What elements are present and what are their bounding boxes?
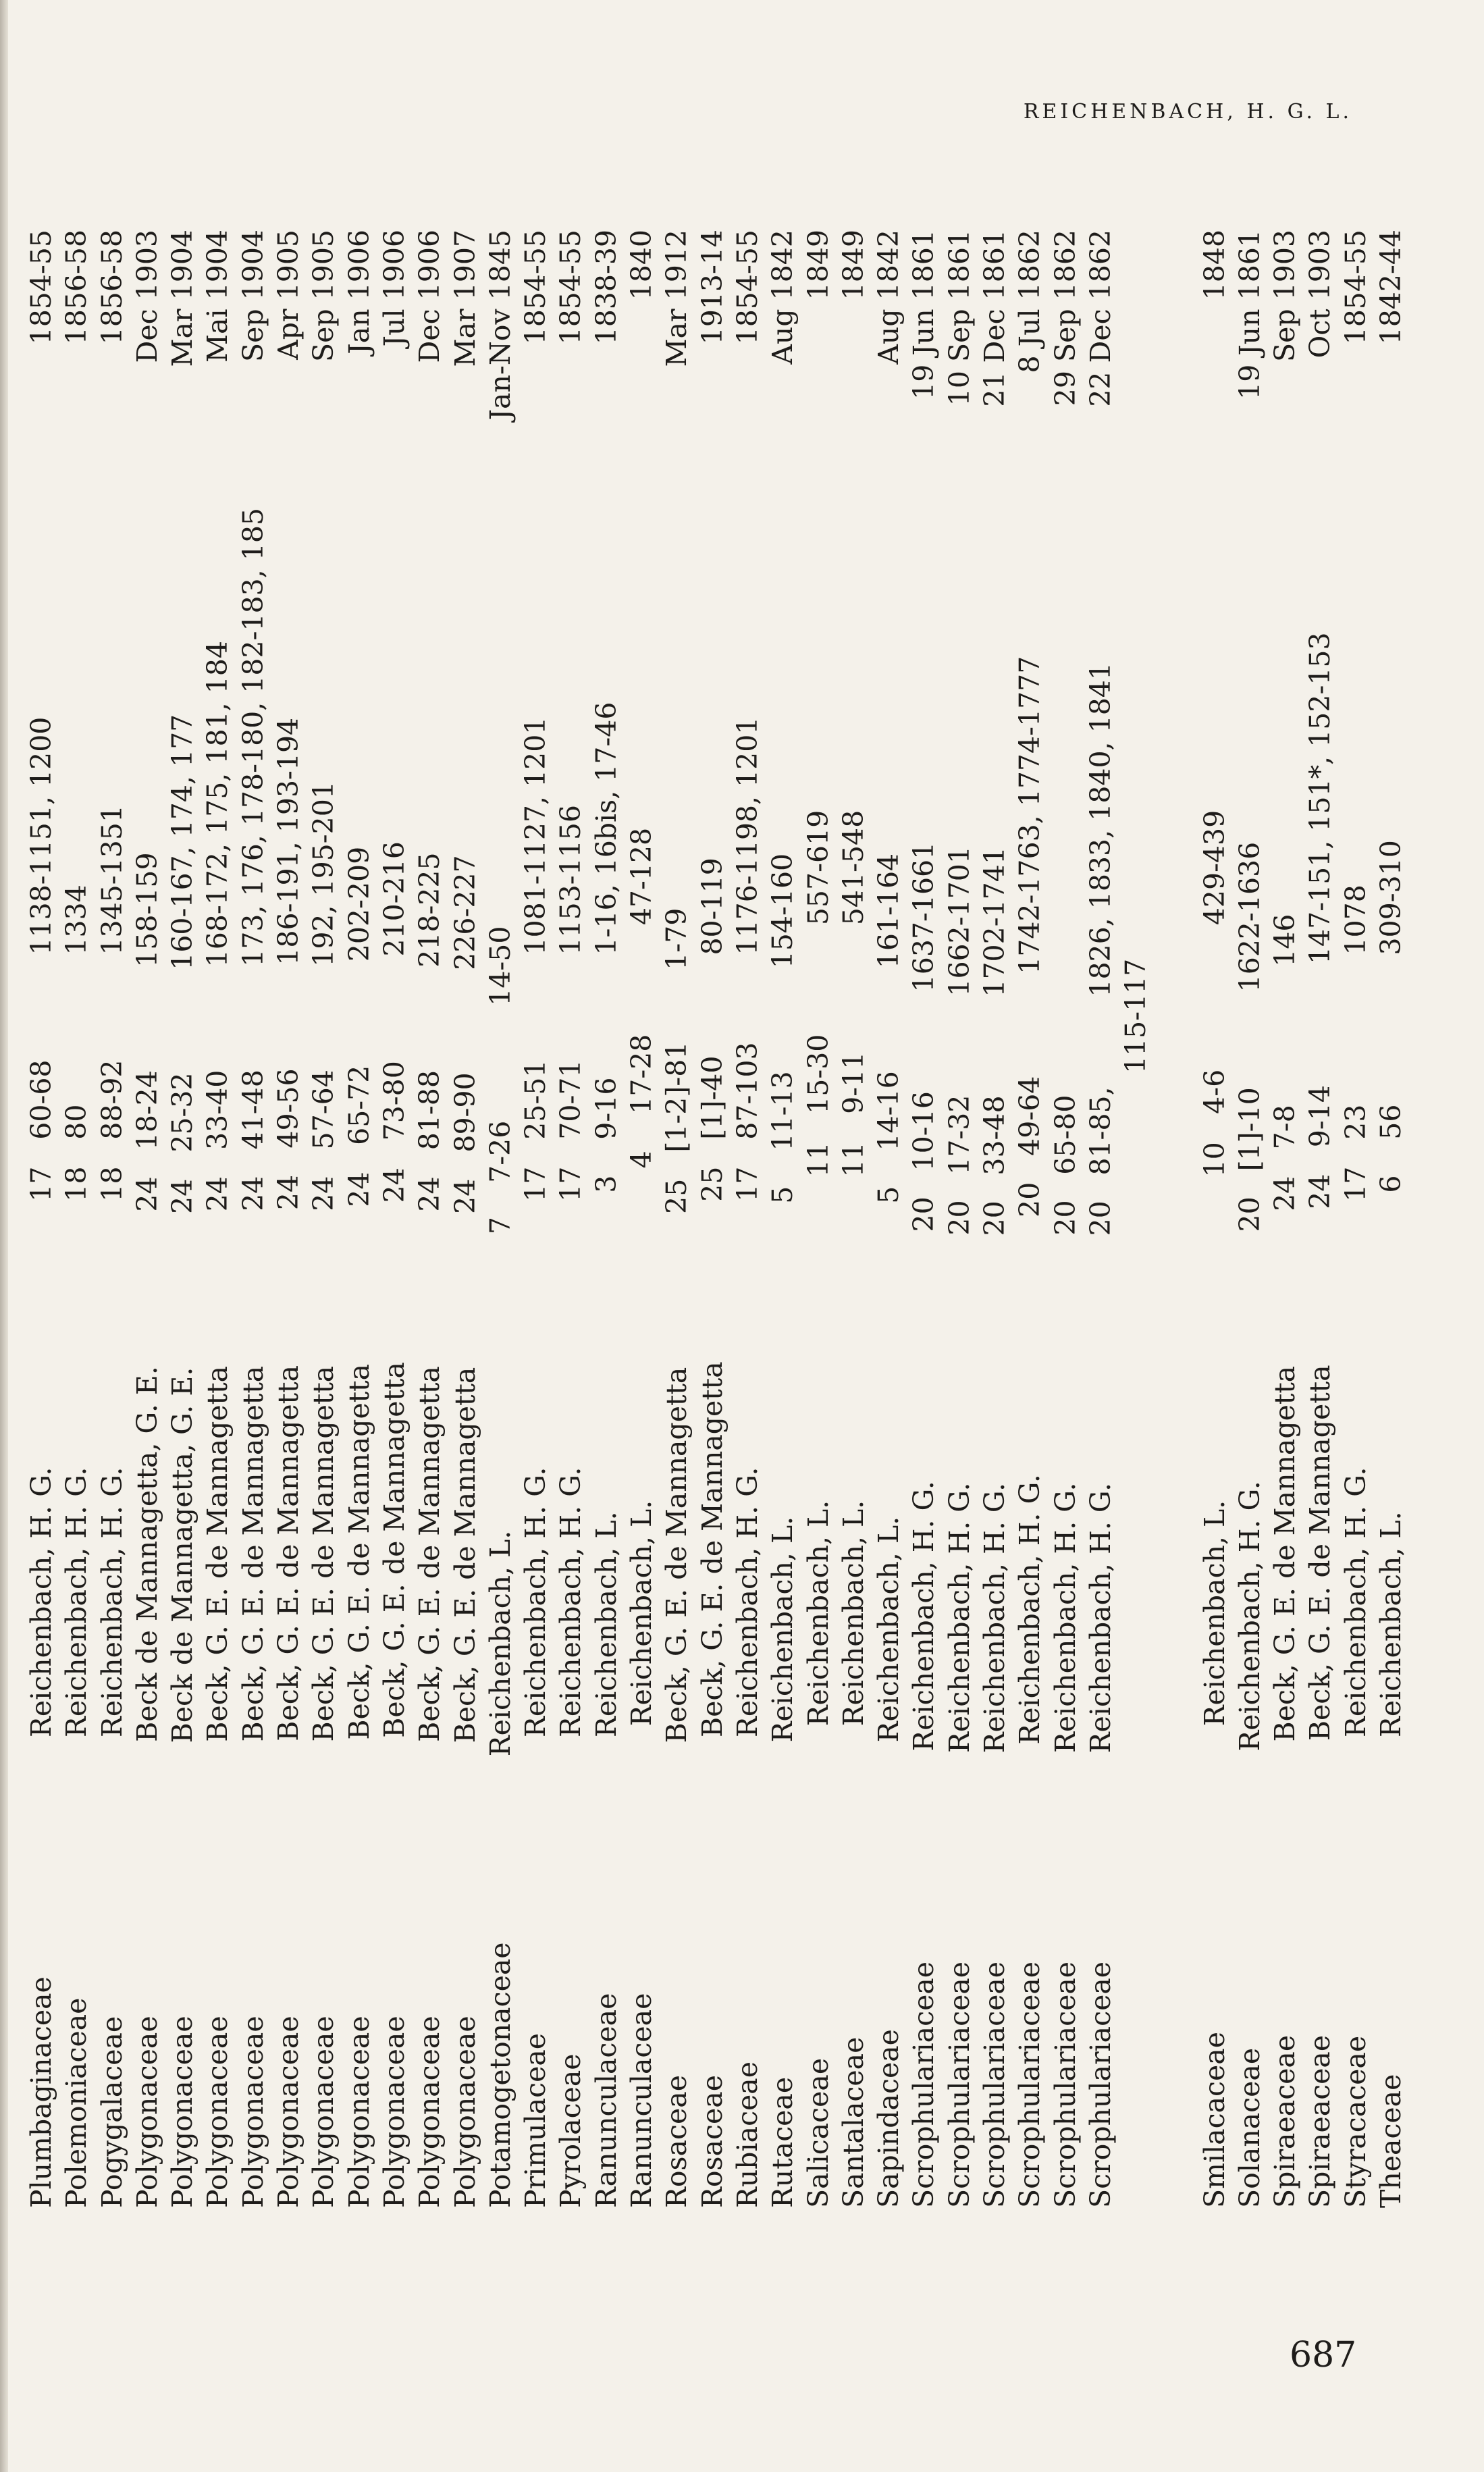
- plates-cell: 60-68: [25, 1059, 57, 1140]
- volume-cell: 11: [837, 1142, 870, 1178]
- volume-cell: 24: [236, 1176, 269, 1211]
- pages-cell: 1-79: [660, 908, 693, 970]
- pages-cell: 1662-1701: [943, 846, 976, 997]
- author-cell: Beck de Mannagetta, G. E.: [166, 1367, 199, 1743]
- pages-cell: 309-310: [1374, 840, 1407, 955]
- table-row: [836, 230, 871, 2208]
- pages-cell: 218-225: [413, 852, 446, 968]
- table-row: [1373, 230, 1408, 2208]
- family-cell: Ranunculaceae: [625, 1993, 658, 2208]
- plates-cell: 9-16: [589, 1077, 622, 1140]
- author-cell: Reichenbach, H. G.: [978, 1482, 1011, 1754]
- volume-cell: 11: [801, 1142, 834, 1178]
- author-cell: Reichenbach, H. G.: [943, 1482, 976, 1753]
- author-cell: Reichenbach, H. G.: [1013, 1474, 1046, 1745]
- author-cell: Beck, G. E. de Mannagetta: [1304, 1365, 1337, 1741]
- table-row: [730, 230, 765, 2208]
- pages-cell: 1176-1198, 1201: [731, 716, 764, 955]
- pages-cell: 226-227: [448, 855, 481, 970]
- author-cell: Reichenbach, L.: [483, 1530, 516, 1757]
- family-cell: Polygonaceae: [130, 2016, 163, 2208]
- plates-cell: 73-80: [377, 1061, 410, 1141]
- author-cell: Reichenbach, H. G.: [1049, 1482, 1082, 1753]
- author-cell: Beck, G. E. de Mannagetta: [660, 1367, 693, 1743]
- volume-cell: 24: [377, 1167, 410, 1203]
- author-cell: Beck, G. E. de Mannagetta: [1269, 1365, 1302, 1742]
- table-row: [1197, 230, 1232, 2208]
- plates-cell: 23: [1339, 1104, 1372, 1140]
- plates-cell: 80: [60, 1104, 93, 1140]
- author-cell: Reichenbach, H. G.: [554, 1467, 587, 1738]
- date-cell: 1854-55: [554, 230, 587, 345]
- plates-cell: [1-2]-81: [660, 1041, 693, 1153]
- author-cell: Reichenbach, L.: [872, 1516, 905, 1743]
- date-cell: Sep 1904: [236, 230, 269, 362]
- volume-cell: 24: [342, 1172, 375, 1207]
- table-row: [165, 230, 200, 2208]
- plates-cell: 7-26: [483, 1120, 516, 1183]
- table-row: [412, 230, 447, 2208]
- volume-cell: 20: [943, 1200, 976, 1236]
- plates-cell: 70-71: [554, 1059, 587, 1140]
- date-cell: Jan 1906: [342, 230, 375, 354]
- table-row: [906, 230, 941, 2208]
- table-row: [1302, 230, 1337, 2208]
- family-cell: Scrophulariaceae: [943, 1961, 976, 2208]
- table-row: [24, 230, 59, 2208]
- plates-cell: 4-6: [1198, 1069, 1231, 1114]
- pages-cell: [1118, 230, 1153, 878]
- plates-cell: 81-88: [413, 1070, 446, 1151]
- date-cell: 1849: [837, 230, 870, 300]
- page-number: 687: [1290, 2335, 1357, 2375]
- family-cell: Polygonaceae: [448, 2016, 481, 2208]
- family-cell: Polygonaceae: [236, 2016, 269, 2208]
- table-row: [59, 230, 94, 2208]
- table-row: [130, 230, 165, 2208]
- date-cell: 1913-14: [695, 230, 728, 345]
- family-cell: Scrophulariaceae: [1049, 1961, 1082, 2208]
- family-cell: Polygonaceae: [272, 2016, 305, 2208]
- volume-cell: 10: [1198, 1142, 1231, 1178]
- pages-cell: 557-619: [801, 810, 834, 926]
- family-cell: Salicaceae: [801, 2057, 834, 2208]
- table-row: [236, 230, 271, 2208]
- family-cell: Rubiaceae: [731, 2061, 764, 2208]
- author-cell: Reichenbach, L.: [589, 1511, 622, 1738]
- date-cell: Mai 1904: [201, 229, 234, 363]
- family-cell: Rutaceae: [766, 2076, 799, 2208]
- table-row: [1012, 230, 1047, 2208]
- volume-cell: 24: [1269, 1176, 1302, 1211]
- plates-cell: 11-13: [766, 1071, 799, 1151]
- family-cell: Polygonaceae: [201, 2016, 234, 2208]
- table-row: [518, 230, 553, 2208]
- plates-cell: [1]-40: [695, 1055, 728, 1140]
- pages-cell: 173, 176, 178-180, 182-183, 185: [236, 508, 269, 967]
- pages-cell: 186-191, 193-194: [272, 717, 305, 966]
- volume-cell: 17: [519, 1166, 552, 1202]
- author-cell: Beck, G. E. de Mannagetta: [342, 1363, 375, 1740]
- date-cell: Mar 1904: [166, 229, 199, 367]
- author-cell: [1118, 1168, 1153, 1708]
- table-row: [271, 230, 306, 2208]
- date-cell: 8 Jul 1862: [1013, 230, 1046, 373]
- table-row: [659, 230, 694, 2208]
- pages-cell: 541-548: [837, 810, 870, 926]
- date-cell: 10 Sep 1861: [943, 230, 976, 406]
- running-head: REICHENBACH, H. G. L.: [1023, 100, 1352, 124]
- plates-cell: 7-8: [1269, 1105, 1302, 1150]
- date-cell: 1842-44: [1374, 230, 1407, 345]
- family-cell: Plumbaginaceae: [25, 1976, 57, 2208]
- volume-cell: [1118, 1074, 1153, 1168]
- volume-cell: 20: [1084, 1201, 1117, 1236]
- pages-cell: 1081-1127, 1201: [519, 716, 552, 955]
- table-row: [977, 230, 1012, 2208]
- volume-cell: 24: [413, 1176, 446, 1212]
- pages-cell: 1345-1351: [95, 805, 128, 955]
- volume-cell: 5: [872, 1186, 905, 1204]
- family-cell: Rosaceae: [695, 2075, 728, 2208]
- pages-cell: 1078: [1339, 885, 1372, 955]
- volume-cell: 20: [1049, 1200, 1082, 1236]
- date-cell: 21 Dec 1861: [978, 229, 1011, 407]
- volume-cell: 7: [483, 1217, 516, 1235]
- pages-cell: 147-151, 151*, 152-153: [1304, 632, 1337, 965]
- volume-cell: 24: [130, 1176, 163, 1212]
- date-cell: 19 Jun 1861: [907, 230, 940, 400]
- family-cell: Polygonaceae: [413, 2016, 446, 2208]
- date-cell: 1856-58: [60, 230, 93, 345]
- volume-cell: 20: [978, 1201, 1011, 1236]
- family-cell: Theaceae: [1374, 2074, 1407, 2208]
- date-cell: 1849: [801, 230, 834, 300]
- pages-cell: 1-16, 16bis, 17-46: [589, 702, 622, 955]
- plates-cell: 49-64: [1013, 1076, 1046, 1156]
- plates-cell: 14-16: [872, 1071, 905, 1151]
- table-row: [624, 230, 659, 2208]
- pages-cell: 146: [1269, 914, 1302, 967]
- volume-cell: 25: [695, 1166, 728, 1202]
- date-cell: 1854-55: [25, 230, 57, 345]
- table-row: [306, 230, 341, 2208]
- date-cell: 1848: [1198, 230, 1231, 300]
- table-row: [765, 230, 800, 2208]
- pages-cell: 1334: [60, 885, 93, 955]
- author-cell: Beck, G. E. de Mannagetta: [695, 1361, 728, 1738]
- volume-cell: 4: [625, 1151, 658, 1169]
- author-cell: Reichenbach, L.: [837, 1500, 870, 1727]
- author-cell: Reichenbach, H. G.: [60, 1467, 93, 1738]
- volume-cell: 3: [589, 1175, 622, 1193]
- date-cell: 1854-55: [731, 230, 764, 345]
- date-cell: 22 Dec 1862: [1084, 229, 1117, 407]
- date-cell: Dec 1906: [413, 230, 446, 363]
- date-cell: 1854-55: [1339, 230, 1372, 345]
- family-cell: Pyrolaceae: [554, 2053, 587, 2208]
- author-cell: Reichenbach, H. G.: [25, 1467, 57, 1738]
- plates-cell: 87-103: [731, 1042, 764, 1140]
- author-cell: Reichenbach, L.: [1198, 1500, 1231, 1727]
- pages-cell: 202-209: [342, 846, 375, 962]
- pages-cell: 1138-1151, 1200: [25, 716, 57, 955]
- author-cell: Reichenbach, L.: [1374, 1511, 1407, 1738]
- date-cell: 1856-58: [95, 230, 128, 345]
- family-cell: Polemoniaceae: [60, 1997, 93, 2208]
- date-cell: Aug 1842: [766, 230, 799, 365]
- family-cell: Primulaceae: [519, 2032, 552, 2208]
- plates-cell: 56: [1374, 1104, 1407, 1140]
- table-row: [1338, 230, 1373, 2208]
- table-row: [95, 230, 130, 2208]
- pages-cell: 161-164: [872, 853, 905, 969]
- catalogue-table: [24, 230, 1408, 2208]
- plates-cell: 57-64: [307, 1070, 340, 1150]
- volume-cell: 17: [554, 1166, 587, 1202]
- family-cell: Rosaceae: [660, 2075, 693, 2208]
- page-binding-edge: [0, 0, 8, 2472]
- plates-cell: 65-72: [342, 1065, 375, 1145]
- table-row: [589, 230, 624, 2208]
- table-row: [1083, 230, 1118, 2208]
- table-row: [448, 230, 483, 2208]
- family-cell: Solanaceae: [1233, 2047, 1266, 2208]
- table-row: [871, 230, 906, 2208]
- author-cell: Beck, G. E. de Mannagetta: [236, 1365, 269, 1742]
- table-row: [200, 230, 235, 2208]
- table-row: [1048, 230, 1083, 2208]
- plates-cell: 65-80: [1049, 1095, 1082, 1175]
- pages-cell: 1153-1156: [554, 805, 587, 955]
- plates-cell: 25-32: [166, 1072, 199, 1153]
- family-cell: Polygonaceae: [377, 2016, 410, 2208]
- plates-cell: 81-85,: [1084, 1086, 1117, 1176]
- family-cell: Polygonaceae: [342, 2016, 375, 2208]
- table-row: [483, 230, 518, 2208]
- date-cell: Sep 1905: [307, 230, 340, 362]
- family-cell: Smilacaceae: [1198, 2032, 1231, 2208]
- pages-cell: 1637-1661: [907, 841, 940, 993]
- family-cell: Spiraeaceae: [1304, 2034, 1337, 2208]
- author-cell: Reichenbach, L.: [766, 1516, 799, 1743]
- table-row: [1118, 230, 1153, 2208]
- plates-cell: 49-56: [272, 1068, 305, 1149]
- date-cell: 1840: [625, 230, 658, 300]
- plates-cell: 18-24: [130, 1070, 163, 1151]
- family-cell: Santalaceae: [837, 2036, 870, 2208]
- pages-cell: 154-160: [766, 853, 799, 969]
- author-cell: Beck, G. E. de Mannagetta: [272, 1365, 305, 1741]
- date-cell: 29 Sep 1862: [1049, 230, 1082, 406]
- volume-cell: 24: [166, 1178, 199, 1214]
- author-cell: Reichenbach, H. G.: [907, 1481, 940, 1752]
- family-cell: Sapindaceae: [872, 2029, 905, 2208]
- plates-cell: 9-11: [837, 1051, 870, 1114]
- rotated-table-wrapper: [24, 229, 1407, 2208]
- pages-cell: 160-167, 174, 177: [166, 714, 199, 970]
- date-cell: Aug 1842: [872, 230, 905, 365]
- volume-cell: 5: [766, 1186, 799, 1204]
- volume-cell: 24: [448, 1178, 481, 1214]
- family-cell: Styracaceae: [1339, 2035, 1372, 2208]
- pages-cell: 158-159: [130, 852, 163, 968]
- author-cell: Reichenbach, H. G.: [1084, 1482, 1117, 1754]
- author-cell: Beck, G. E. de Mannagetta: [448, 1367, 481, 1743]
- date-cell: 1838-39: [589, 230, 622, 345]
- pages-cell: 429-439: [1198, 810, 1231, 926]
- family-cell: Pogygalaceae: [95, 2016, 128, 2208]
- date-cell: Mar 1912: [660, 229, 693, 367]
- plates-cell: 89-90: [448, 1072, 481, 1153]
- plates-cell: 25-51: [519, 1059, 552, 1140]
- pages-cell: 210-216: [377, 841, 410, 957]
- plates-cell: 41-48: [236, 1070, 269, 1150]
- volume-cell: 18: [60, 1166, 93, 1202]
- table-row: [1267, 230, 1302, 2208]
- pages-cell: [1048, 406, 1083, 996]
- plates-cell: 33-48: [978, 1095, 1011, 1176]
- family-cell: Spiraeaceae: [1269, 2034, 1302, 2208]
- plates-cell: 10-16: [907, 1091, 940, 1172]
- volume-cell: 24: [201, 1176, 234, 1212]
- family-cell: Scrophulariaceae: [978, 1961, 1011, 2208]
- author-cell: Reichenbach, H. G.: [1233, 1481, 1266, 1752]
- table-row: [553, 230, 588, 2208]
- table-row: [377, 230, 412, 2208]
- table-row: [695, 230, 730, 2208]
- volume-cell: 17: [1339, 1166, 1372, 1202]
- table-row: [342, 230, 377, 2208]
- table-row: [942, 230, 977, 2208]
- date-cell: 1854-55: [519, 230, 552, 345]
- pages-cell: 192, 195-201: [307, 781, 340, 967]
- volume-cell: 24: [272, 1174, 305, 1211]
- pages-cell: 80-119: [695, 858, 728, 955]
- plates-cell: [1]-10: [1233, 1087, 1266, 1172]
- author-cell: Reichenbach, L.: [801, 1500, 834, 1727]
- author-cell: Beck de Mannagetta, G. E.: [130, 1366, 163, 1742]
- family-cell: Scrophulariaceae: [907, 1961, 940, 2208]
- pages-cell: 14-50: [483, 926, 516, 1006]
- date-cell: Sep 1903: [1269, 230, 1302, 362]
- date-cell: Oct 1903: [1304, 229, 1337, 359]
- plates-cell: 115-117: [1119, 958, 1152, 1074]
- pages-cell: 1742-1763, 1774-1777: [1013, 656, 1046, 974]
- volume-cell: 20: [1233, 1196, 1266, 1232]
- family-cell: Scrophulariaceae: [1013, 1961, 1046, 2208]
- plates-cell: 88-92: [95, 1059, 128, 1140]
- plates-cell: 17-28: [625, 1034, 658, 1114]
- table-row: [801, 230, 836, 2208]
- family-cell: [1118, 1708, 1153, 2208]
- author-cell: Reichenbach, H. G.: [95, 1467, 128, 1738]
- pages-cell: 168-172, 175, 181, 184: [201, 641, 234, 968]
- family-cell: Polygonaceae: [307, 2016, 340, 2208]
- family-cell: Potamogetonaceae: [483, 1942, 516, 2208]
- date-cell: 19 Jun 1861: [1233, 230, 1266, 400]
- date-cell: Jan-Nov 1845: [483, 230, 516, 421]
- author-cell: Reichenbach, L.: [625, 1500, 658, 1727]
- family-cell: Ranunculaceae: [589, 1993, 622, 2208]
- pages-cell: 1702-1741: [978, 847, 1011, 997]
- pages-cell: 1622-1636: [1233, 841, 1266, 993]
- date-cell: Jul 1906: [377, 230, 410, 347]
- volume-cell: 25: [660, 1178, 693, 1214]
- pages-cell: 47-128: [625, 827, 658, 926]
- volume-cell: 17: [25, 1166, 57, 1202]
- author-cell: Beck, G. E. de Mannagetta: [413, 1366, 446, 1742]
- author-cell: Reichenbach, H. G.: [731, 1467, 764, 1738]
- volume-cell: 6: [1374, 1175, 1407, 1193]
- volume-cell: 24: [307, 1176, 340, 1211]
- group-spacer: [1154, 230, 1197, 2208]
- author-cell: Reichenbach, H. G.: [519, 1467, 552, 1738]
- family-cell: Polygonaceae: [166, 2016, 199, 2208]
- table-row: [1232, 230, 1267, 2208]
- family-cell: Scrophulariaceae: [1084, 1961, 1117, 2208]
- volume-cell: 20: [1013, 1182, 1046, 1217]
- plates-cell: 33-40: [201, 1070, 234, 1150]
- plates-cell: 15-30: [801, 1034, 834, 1114]
- volume-cell: 17: [731, 1166, 764, 1202]
- date-cell: Mar 1907: [448, 229, 481, 367]
- plates-cell: 9-14: [1304, 1085, 1337, 1148]
- author-cell: Beck, G. E. de Mannagetta: [377, 1362, 410, 1738]
- author-cell: Beck, G. E. de Mannagetta: [307, 1365, 340, 1742]
- author-cell: Reichenbach, H. G.: [1339, 1467, 1372, 1738]
- volume-cell: 18: [95, 1166, 128, 1202]
- date-cell: Dec 1903: [130, 230, 163, 363]
- pages-cell: 1826, 1833, 1840, 1841: [1084, 662, 1117, 997]
- volume-cell: 20: [907, 1196, 940, 1232]
- author-cell: Beck, G. E. de Mannagetta: [201, 1365, 234, 1742]
- plates-cell: 17-32: [943, 1095, 976, 1175]
- date-cell: Apr 1905: [272, 230, 305, 360]
- volume-cell: 24: [1304, 1174, 1337, 1209]
